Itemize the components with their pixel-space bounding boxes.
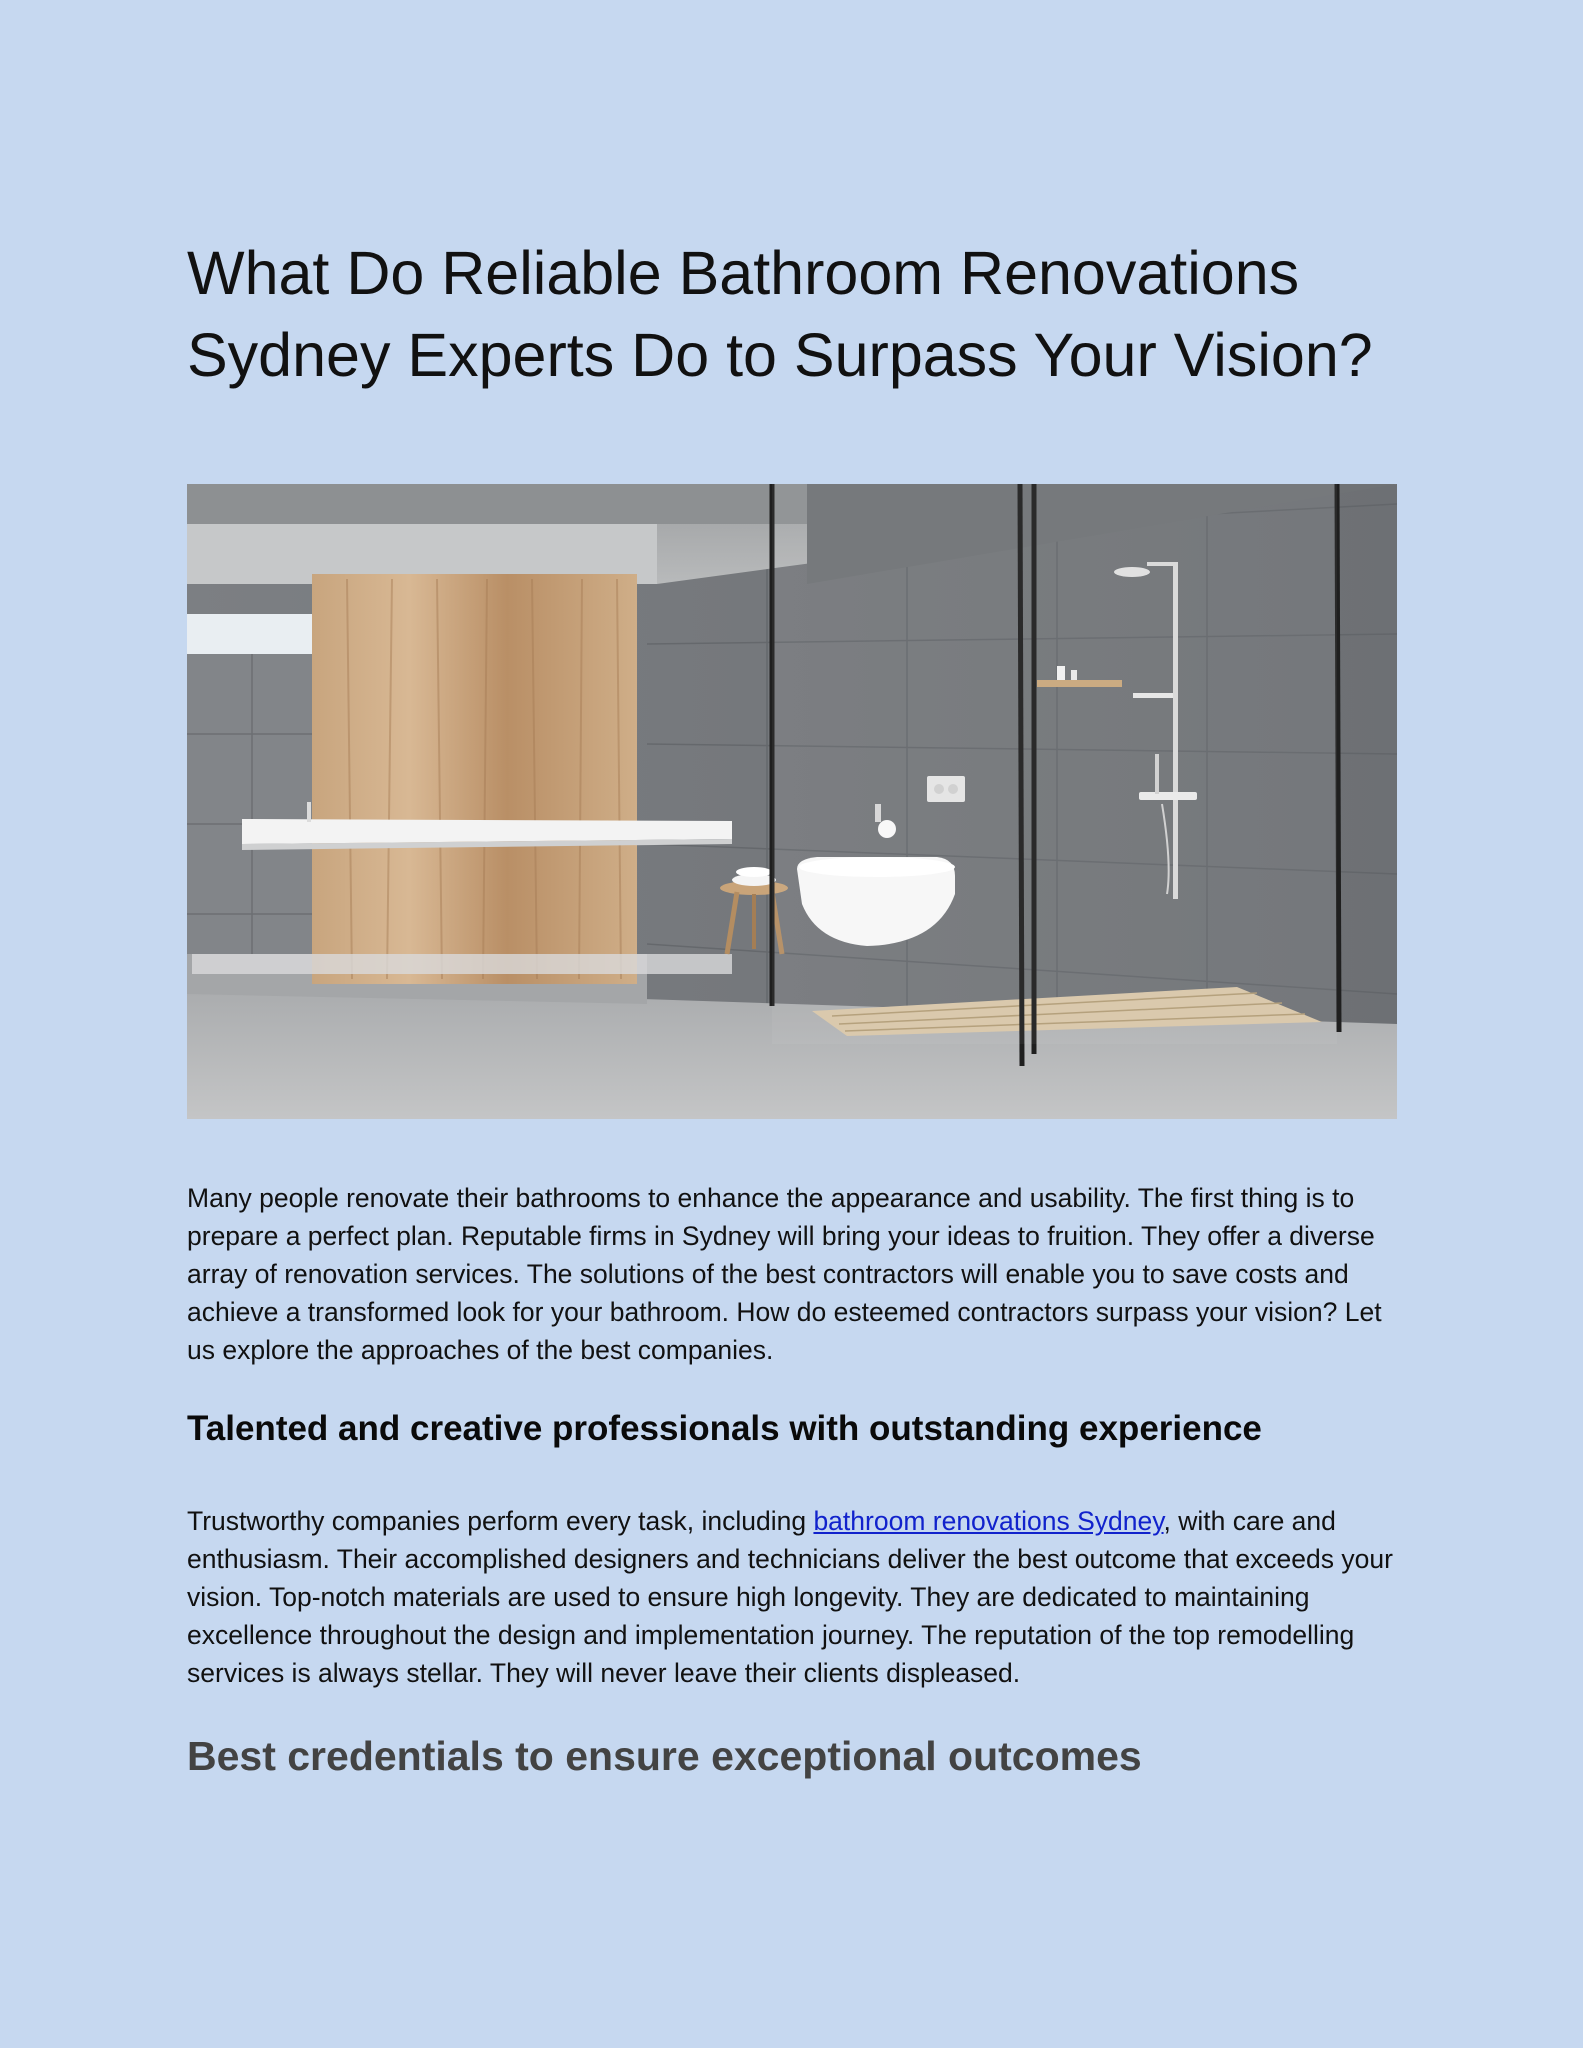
- section-heading-talented-professionals: Talented and creative professionals with outstanding experience: [187, 1409, 1262, 1448]
- paragraph-text-before-link: Trustworthy companies perform every task, including: [187, 1506, 814, 1536]
- section-paragraph-talented-professionals: [187, 1502, 1407, 1692]
- paragraph-text-after-link: , with care and enthusiasm. Their accomplished designers and technicians deliver the best outcome that exceeds your vision. Top-notch materials are used to ensure high longevity. They are dedicated to maintaining excellence throughout the design and implementation journey. The reputation of the top remodelling services is always stellar. They will never leave their clients displeased.: [187, 1506, 1393, 1688]
- section-heading-best-credentials: Best credentials to ensure exceptional outcomes: [187, 1733, 1142, 1779]
- intro-paragraph: Many people renovate their bathrooms to enhance the appearance and usability. The first thing is to prepare a perfect plan. Reputable firms in Sydney will bring your ideas to fruition. They offer a diverse array of renovation services. The solutions of the best contractors will enable you to save costs and achieve a transformed look for your bathroom. How do esteemed contractors surpass your vision? Let us explore the approaches of the best companies.: [187, 1183, 1382, 1365]
- bathroom-photo: [187, 484, 1397, 1119]
- page-title: What Do Reliable Bathroom Renovations Sydney Experts Do to Surpass Your Vision?: [187, 239, 1373, 389]
- bathroom-renovations-sydney-link[interactable]: bathroom renovations Sydney: [813, 1506, 1164, 1536]
